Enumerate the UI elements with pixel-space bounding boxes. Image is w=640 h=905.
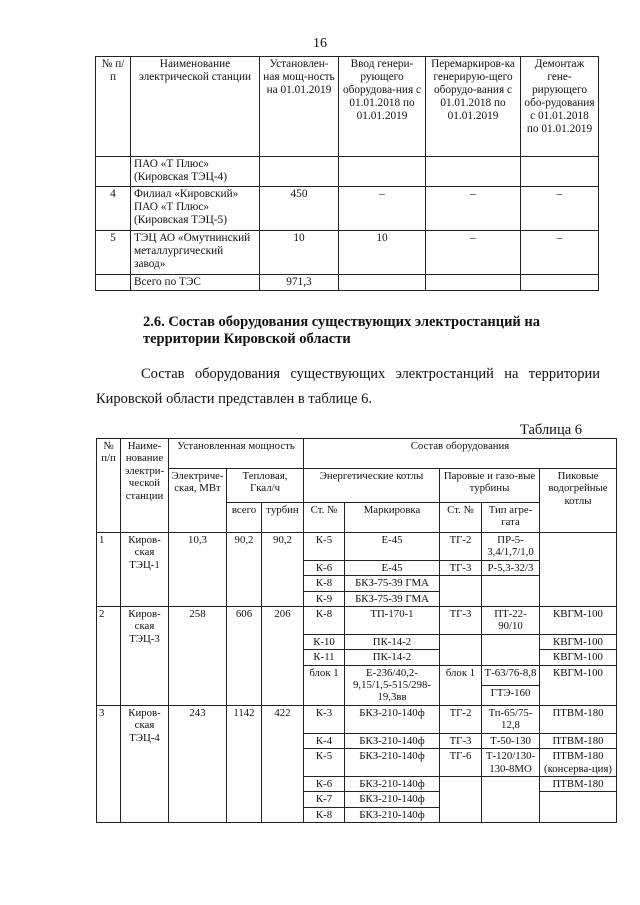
- cell: БКЗ-210-140ф: [345, 807, 440, 822]
- cell: [426, 157, 521, 187]
- cell: КВГМ-100: [540, 607, 617, 635]
- cell: ТГ-2: [440, 705, 482, 733]
- col-commissioning: Ввод генери-рующего оборудова-ния с 01.01.2018 по 01.01.2019: [339, 57, 426, 157]
- cell: Е-45: [345, 560, 440, 575]
- cell: [482, 591, 540, 606]
- cell: ТГ-3: [440, 560, 482, 575]
- cell: ТГ-3: [440, 733, 482, 748]
- cell-thermal-total: 90,2: [227, 533, 262, 607]
- cell: К-7: [304, 792, 345, 807]
- col-power-boilers: Энергетические котлы: [304, 469, 440, 503]
- cell-electric: 243: [169, 705, 227, 822]
- cell: Е-236/40,2-9,15/1,5-515/298-19,3вв: [345, 665, 440, 705]
- cell: КВГМ-100: [540, 650, 617, 665]
- cell: блок 1: [304, 665, 345, 705]
- cell-thermal-turbines: 206: [262, 607, 304, 706]
- cell: БКЗ-75-39 ГМА: [345, 576, 440, 591]
- cell: К-10: [304, 634, 345, 649]
- cell: [521, 275, 599, 291]
- cell: Филиал «Кировский» ПАО «Т Плюс» (Кировская ТЭЦ-5): [131, 187, 260, 231]
- cell: ПК-14-2: [345, 634, 440, 649]
- col-equipment-composition: Состав оборудования: [304, 439, 617, 469]
- cell: [440, 576, 482, 591]
- col-unit-type: Тип агре-гата: [482, 503, 540, 533]
- cell: К-5: [304, 749, 345, 777]
- cell-thermal-turbines: 422: [262, 705, 304, 822]
- cell: [440, 650, 482, 665]
- cell: [440, 634, 482, 649]
- col-electric-capacity: Электриче-ская, МВт: [169, 469, 227, 533]
- table-row: [97, 533, 617, 561]
- cell: ТП-170-1: [345, 607, 440, 635]
- cell: Тп-65/75-12,8: [482, 705, 540, 733]
- cell: К-8: [304, 807, 345, 822]
- cell: [540, 533, 617, 561]
- section-title: 2.6. Состав оборудования существующих электростанций на территории Кировской области: [143, 314, 541, 348]
- cell: 971,3: [260, 275, 339, 291]
- cell-number: 2: [97, 607, 121, 706]
- cell: [482, 776, 540, 791]
- cell: ГТЭ-160: [482, 685, 540, 705]
- cell-number: 1: [97, 533, 121, 607]
- col-peak-boilers: Пиковые водогрейные котлы: [540, 469, 617, 533]
- cell: [440, 776, 482, 791]
- cell: [521, 157, 599, 187]
- cell: ТЭЦ АО «Омутнинский металлургический завод»: [131, 231, 260, 275]
- cell: К-6: [304, 776, 345, 791]
- col-station-name: Наименование электрической станции: [131, 57, 260, 157]
- cell: 5: [96, 231, 131, 275]
- cell: ПР-5-3,4/1,7/1,0: [482, 533, 540, 561]
- cell: 10: [260, 231, 339, 275]
- table-label: Таблица 6: [520, 422, 583, 438]
- cell: [482, 650, 540, 665]
- cell: 10: [339, 231, 426, 275]
- cell: Т-50-130: [482, 733, 540, 748]
- cell-electric: 258: [169, 607, 227, 706]
- cell: ПТВМ-180: [540, 776, 617, 791]
- cell: [96, 157, 131, 187]
- cell: ПТВМ-180 (консерва-ция): [540, 749, 617, 777]
- cell: ТГ-2: [440, 533, 482, 561]
- cell: [540, 560, 617, 575]
- cell: Всего по ТЭС: [131, 275, 260, 291]
- col-dismantling: Демонтаж гене-рирующего обо-рудования с 01.01.2018 по 01.01.2019: [521, 57, 599, 157]
- cell-number: 3: [97, 705, 121, 822]
- table-row: [97, 607, 617, 635]
- cell: Т-120/130-130-8МО: [482, 749, 540, 777]
- col-turbines: Паровые и газо-вые турбины: [440, 469, 540, 503]
- cell: [540, 685, 617, 705]
- cell: К-8: [304, 576, 345, 591]
- cell-station: Киров-ская ТЭЦ-4: [121, 705, 169, 822]
- cell: [440, 792, 482, 807]
- cell: –: [521, 231, 599, 275]
- table-row: [97, 705, 617, 733]
- col-installed-capacity: Установленная мощность: [169, 439, 304, 469]
- cell: К-3: [304, 705, 345, 733]
- cell: блок 1: [440, 665, 482, 705]
- table-row-total: [96, 275, 599, 291]
- cell-electric: 10,3: [169, 533, 227, 607]
- cell: БКЗ-210-140ф: [345, 749, 440, 777]
- cell: 4: [96, 187, 131, 231]
- col-thermal-capacity: Тепловая, Гкал/ч: [227, 469, 304, 503]
- cell: ТГ-6: [440, 749, 482, 777]
- table-header-row: [97, 469, 617, 503]
- col-installed: Установлен-ная мощ-ность на 01.01.2019: [260, 57, 339, 157]
- cell: –: [426, 187, 521, 231]
- page-number: 16: [313, 36, 327, 51]
- cell: [540, 807, 617, 822]
- cell: [426, 275, 521, 291]
- col-number: № п/п: [96, 57, 131, 157]
- cell: [540, 591, 617, 606]
- cell: К-8: [304, 607, 345, 635]
- cell: [96, 275, 131, 291]
- col-number: № п/п: [97, 439, 121, 533]
- cell: [440, 807, 482, 822]
- cell: [482, 576, 540, 591]
- cell: БКЗ-210-140ф: [345, 792, 440, 807]
- cell: –: [521, 187, 599, 231]
- table-row: [96, 187, 599, 231]
- cell: ПТ-22-90/10: [482, 607, 540, 635]
- col-thermal-total: всего: [227, 503, 262, 533]
- col-thermal-turbines: турбин: [262, 503, 304, 533]
- cell: К-9: [304, 591, 345, 606]
- cell: БКЗ-210-140ф: [345, 776, 440, 791]
- cell: [440, 591, 482, 606]
- table-row: [96, 157, 599, 187]
- cell: ПТВМ-180: [540, 705, 617, 733]
- cell: ПК-14-2: [345, 650, 440, 665]
- cell: [260, 157, 339, 187]
- col-turbine-station-no: Ст. №: [440, 503, 482, 533]
- cell: Р-5,3-32/3: [482, 560, 540, 575]
- cell: БКЗ-210-140ф: [345, 705, 440, 733]
- cell: Т-63/76-8,8: [482, 665, 540, 685]
- cell: ПТВМ-180: [540, 733, 617, 748]
- cell: БКЗ-75-39 ГМА: [345, 591, 440, 606]
- col-boiler-marking: Маркировка: [345, 503, 440, 533]
- cell-station: Киров-ская ТЭЦ-1: [121, 533, 169, 607]
- cell: [540, 576, 617, 591]
- cell-station: Киров-ская ТЭЦ-3: [121, 607, 169, 706]
- cell-thermal-turbines: 90,2: [262, 533, 304, 607]
- table-equipment-composition: [96, 438, 617, 823]
- cell: [339, 157, 426, 187]
- table-header-row: [96, 57, 599, 157]
- cell: К-4: [304, 733, 345, 748]
- cell: Е-45: [345, 533, 440, 561]
- cell: КВГМ-100: [540, 665, 617, 685]
- cell-thermal-total: 606: [227, 607, 262, 706]
- cell-thermal-total: 1142: [227, 705, 262, 822]
- col-boiler-station-no: Ст. №: [304, 503, 345, 533]
- table-row: [96, 231, 599, 275]
- cell: [482, 807, 540, 822]
- cell: К-6: [304, 560, 345, 575]
- cell: К-5: [304, 533, 345, 561]
- cell: [339, 275, 426, 291]
- cell: К-11: [304, 650, 345, 665]
- cell: КВГМ-100: [540, 634, 617, 649]
- table-header-row: [97, 439, 617, 469]
- table-capacity-changes: [95, 56, 599, 291]
- col-remarking: Перемаркиров-ка генерирую-щего оборудо-вания с 01.01.2018 по 01.01.2019: [426, 57, 521, 157]
- cell: ТГ-3: [440, 607, 482, 635]
- cell: –: [426, 231, 521, 275]
- cell: ПАО «Т Плюс» (Кировская ТЭЦ-4): [131, 157, 260, 187]
- cell: –: [339, 187, 426, 231]
- cell: [482, 792, 540, 807]
- col-station-name: Наиме-нование электри-ческой станции: [121, 439, 169, 533]
- paragraph: Состав оборудования существующих электростанций на территории Кировской области представлен в таблице 6.: [96, 366, 600, 408]
- cell: БКЗ-210-140ф: [345, 733, 440, 748]
- cell: [540, 792, 617, 807]
- cell: [482, 634, 540, 649]
- cell: 450: [260, 187, 339, 231]
